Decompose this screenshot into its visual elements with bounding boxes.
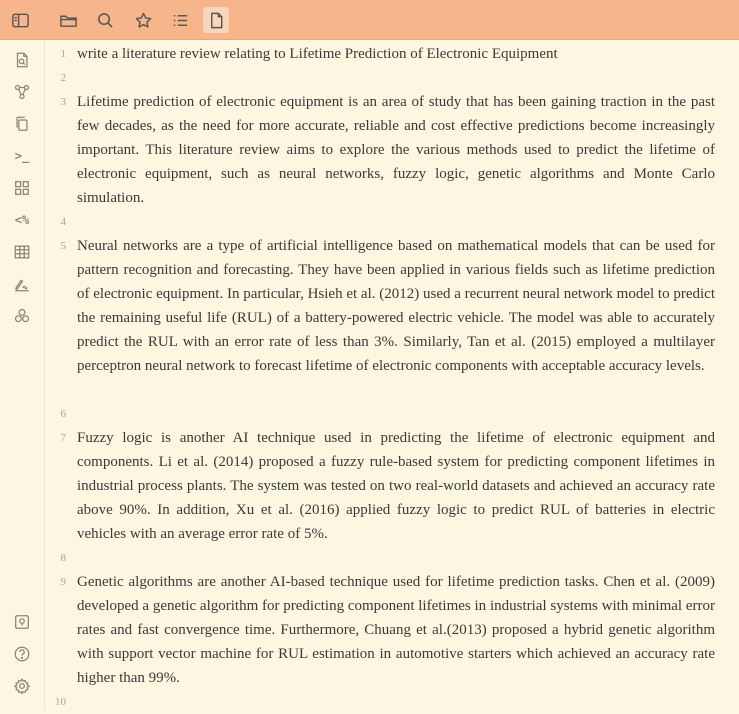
line-number: 7	[60, 432, 66, 444]
line-number: 9	[60, 576, 66, 588]
current-file-tab[interactable]	[203, 7, 229, 33]
vault-icon	[13, 613, 31, 631]
list-icon	[171, 11, 190, 30]
star-icon	[134, 11, 153, 30]
bookmarks-button[interactable]	[130, 7, 156, 33]
dashboard-button[interactable]	[10, 176, 34, 200]
sidebar-toggle-icon	[11, 11, 30, 30]
signature-icon	[13, 275, 31, 293]
template-icon: <%	[14, 213, 30, 227]
line-text[interactable]: Neural networks are a type of artificial intelligence based on mathematical models that can be used for pattern recognition and forecasting. They have been applied in various fields such as lifetime prediction of electronic equipment. In particular, Hsieh et al. (2012) used a recurrent neural network model to predict the remaining useful life (RUL) of a battery-powered electric vehicle. The model was able to accurately predict the RUL with an error rate of less than 3%. Similarly, Tan et al. (2015) employed a multilayer perceptron neural network to forecast lifetime of electronic components with acceptable accuracy levels.	[77, 238, 715, 374]
vault-switcher-button[interactable]	[10, 610, 34, 634]
open-file-icon	[13, 51, 31, 69]
settings-button[interactable]	[10, 674, 34, 698]
copy-icon	[13, 115, 31, 133]
plugin-icon	[13, 307, 31, 325]
folder-icon	[59, 11, 78, 30]
templates-button[interactable]	[10, 208, 34, 232]
line-number: 1	[60, 48, 66, 60]
sidebar-toggle-button[interactable]	[7, 7, 33, 33]
open-quick-switcher-button[interactable]	[10, 48, 34, 72]
table-icon	[13, 243, 31, 261]
dashboard-icon	[13, 179, 31, 197]
help-button[interactable]	[10, 642, 34, 666]
line-number: 8	[60, 552, 66, 564]
file-explorer-button[interactable]	[55, 7, 81, 33]
line-number: 3	[60, 96, 66, 108]
settings-icon	[13, 677, 31, 695]
line-text[interactable]: write a literature review relating to Lifetime Prediction of Electronic Equipment	[77, 46, 558, 62]
graph-view-button[interactable]	[10, 80, 34, 104]
line-number: 5	[60, 240, 66, 252]
line-text[interactable]: Fuzzy logic is another AI technique used in predicting the lifetime of electronic equipment and components. Li et al. (2014) proposed a fuzzy rule-based system for predicting component lifetimes in industrial process plants. The system was tested on two real-world datasets and achieved an accuracy rate above 90%. In addition, Xu et al. (2016) applied fuzzy logic to predict RUL of batteries in electric vehicles with an average error rate of 5%.	[77, 430, 715, 542]
line-text[interactable]: Lifetime prediction of electronic equipment is an area of study that has been gaining traction in the past few decades, as the need for more accurate, reliable and cost effective predictions become increasingly important. This literature review aims to explore the various methods used to predict the lifetime of electronic equipment, such as neural networks, fuzzy logic, genetic algorithms and Monte Carlo simulation.	[77, 94, 715, 206]
search-icon	[96, 11, 115, 30]
search-button[interactable]	[92, 7, 118, 33]
file-icon	[207, 11, 226, 30]
line-number: 4	[60, 216, 66, 228]
terminal-icon: >_	[14, 149, 30, 163]
help-icon	[13, 645, 31, 663]
graph-icon	[13, 83, 31, 101]
line-text[interactable]: Genetic algorithms are another AI-based technique used for lifetime prediction tasks. Chen et al. (2009) developed a genetic algorithm for predicting component lifetimes in industrial systems with minimal error rates and fast convergence time. Furthermore, Chuang et al.(2013) proposed a hybrid genetic algorithm with support vector machine for RUL estimation in automotive starters which achieved an accuracy rate higher than 99%.	[77, 574, 715, 686]
left-ribbon	[0, 40, 45, 711]
top-toolbar	[0, 0, 739, 40]
terminal-button[interactable]	[10, 144, 34, 168]
copy-button[interactable]	[10, 112, 34, 136]
editor-pane[interactable]	[45, 42, 739, 711]
signature-button[interactable]	[10, 272, 34, 296]
table-button[interactable]	[10, 240, 34, 264]
outline-button[interactable]	[167, 7, 193, 33]
line-number: 10	[55, 696, 66, 708]
line-number: 2	[60, 72, 66, 84]
line-number: 6	[60, 408, 66, 420]
plugins-button[interactable]	[10, 304, 34, 328]
